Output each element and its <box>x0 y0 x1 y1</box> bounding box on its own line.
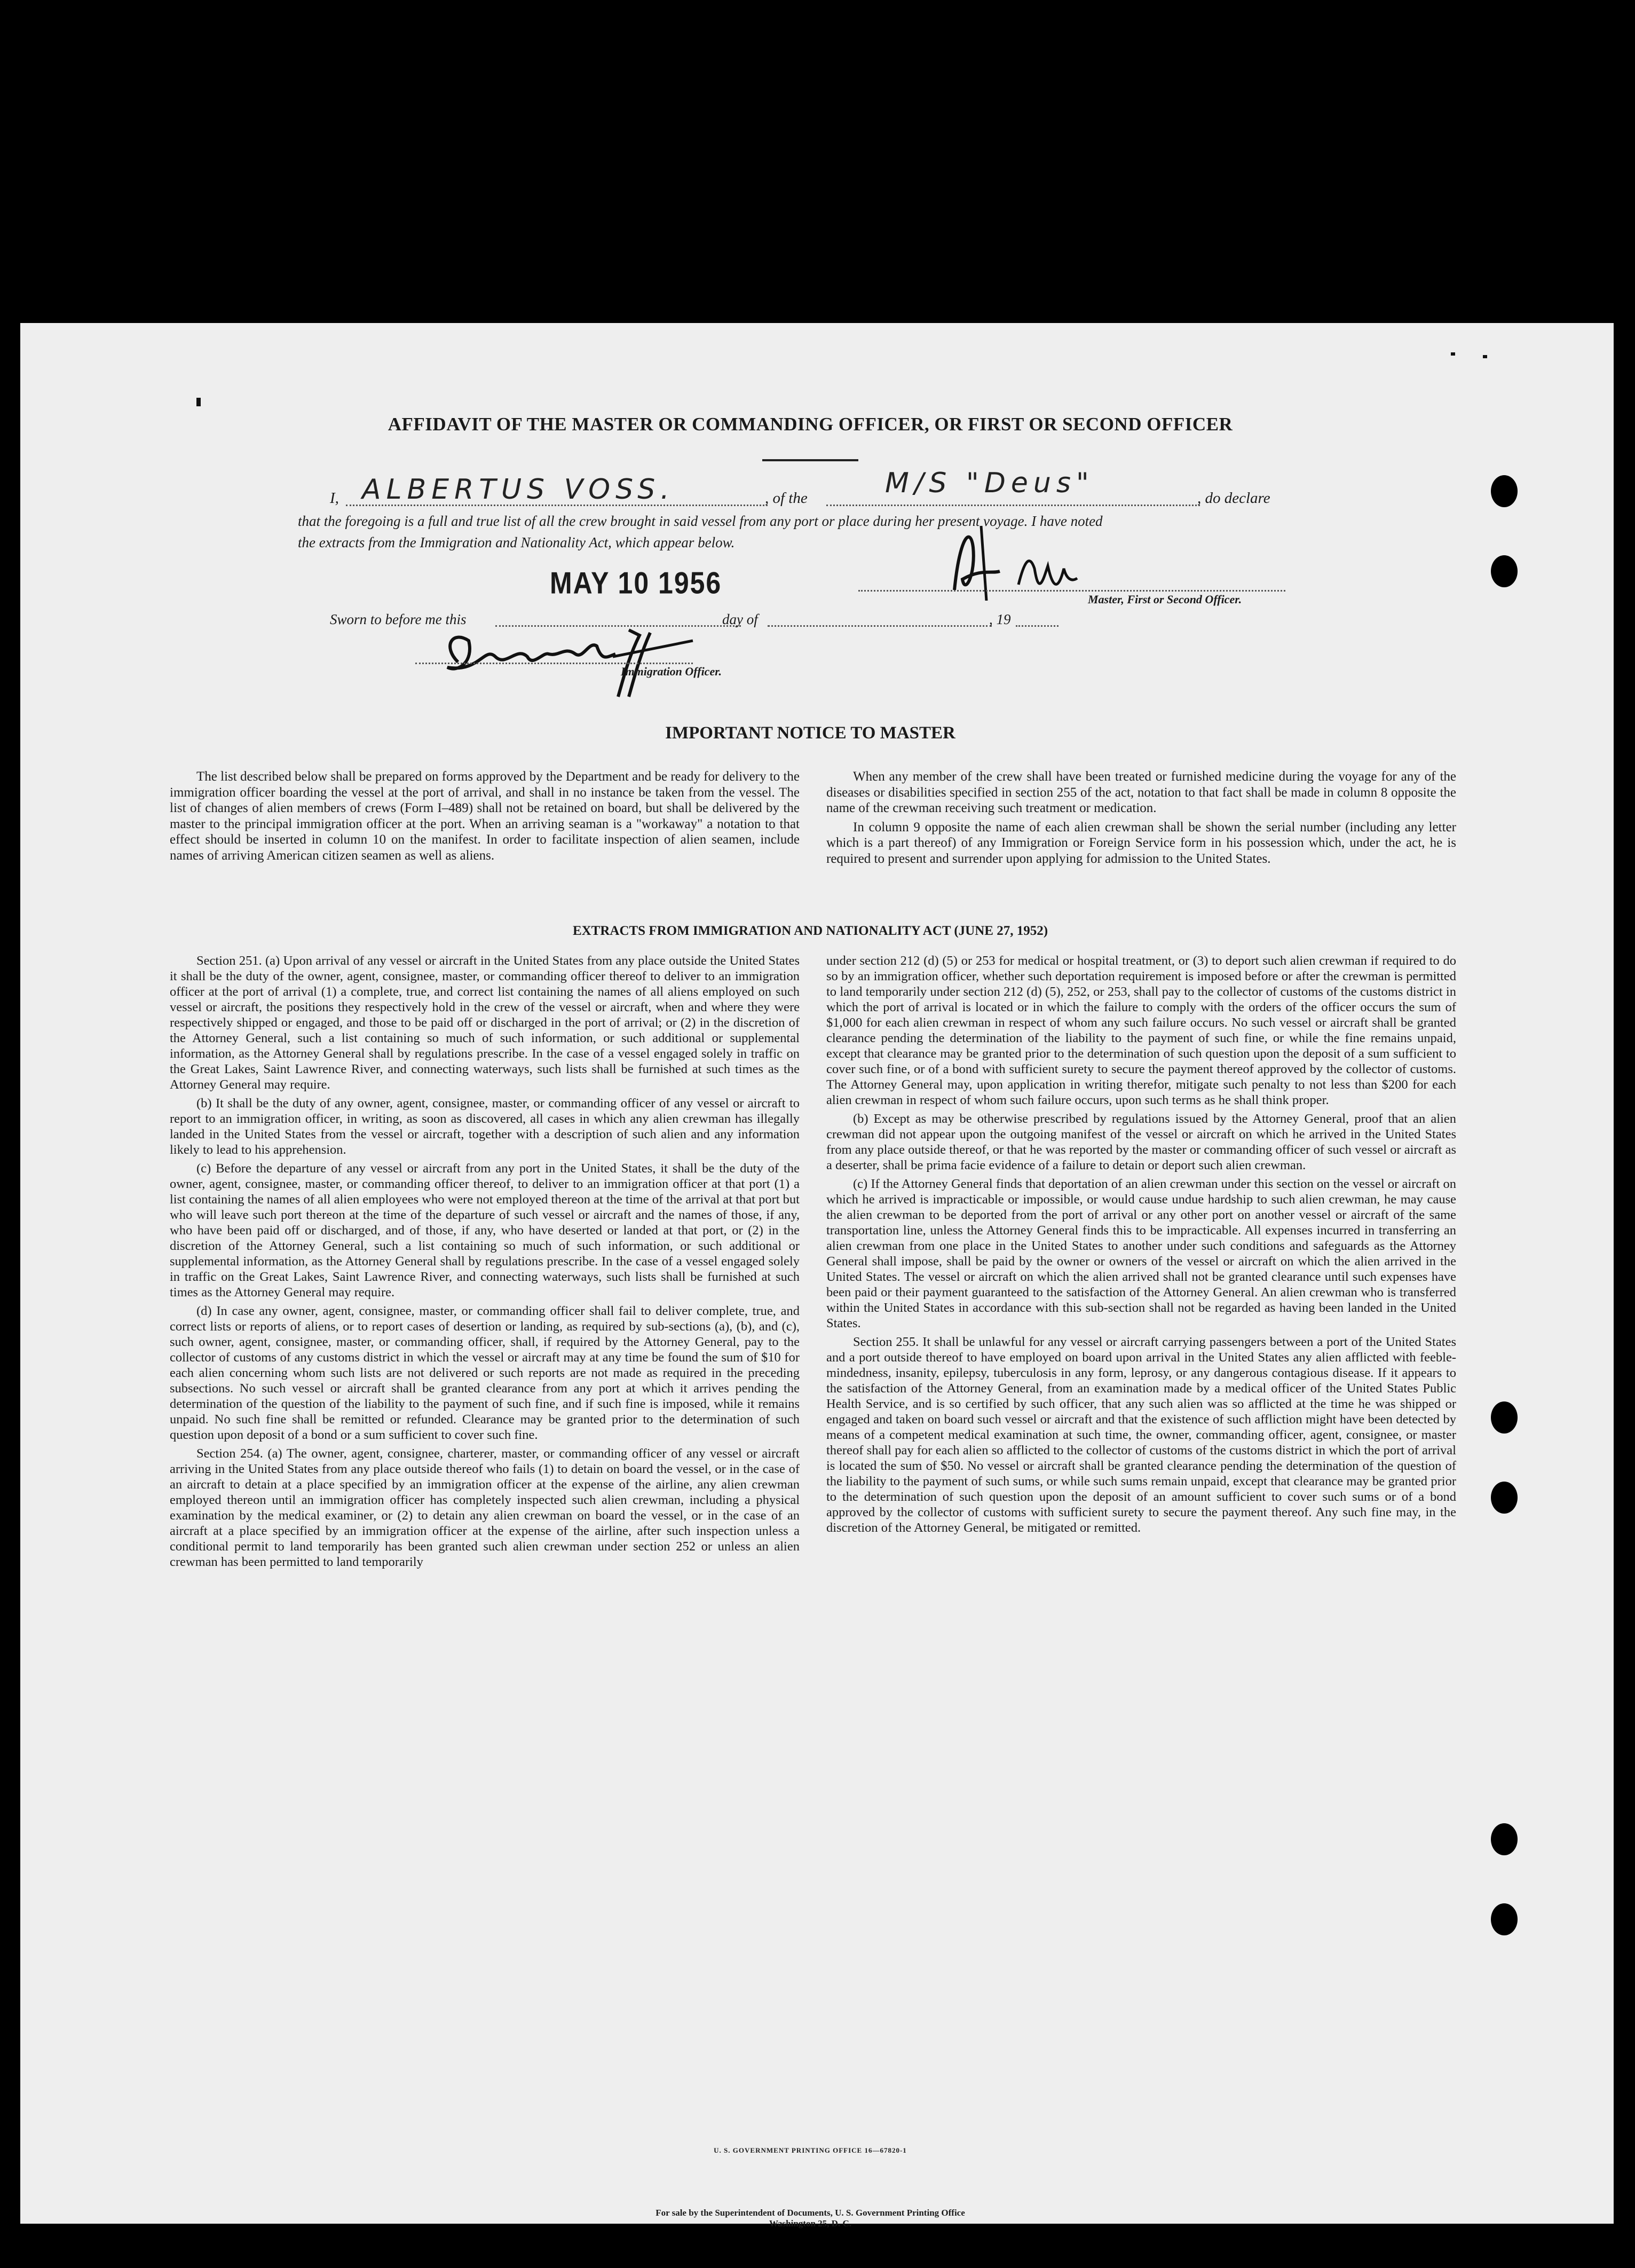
statute-paragraph: Section 254. (a) The owner, agent, consignee, charterer, master, or commanding officer of any vessel or aircraft arriving in the United States from any place outside thereof who fails (1) to detain on board the vessel, or in the case of an aircraft to detain at a place specified by an immigration officer at the expense of the airline, any alien crewman employed thereon until an immigration officer has completely inspected such alien crewman, including a physical examination by the medical examiner, or (2) to detain any alien crewman on board the vessel, or in the case of an aircraft at a place specified by an immigration officer at the expense of the airline, after such inspection unless a conditional permit to land temporarily has been granted such alien crewman under section 252 or unless an alien crewman has been permitted to land temporarily <box>170 1446 800 1569</box>
notice-paragraph: In column 9 opposite the name of each alien crewman shall be shown the serial number (including any letter which is a part thereof) of any Immigration or Foreign Service form in his possession which, under the act, he is required to present and surrender upon applying for admission to the United States. <box>826 820 1456 866</box>
notice-title: IMPORTANT NOTICE TO MASTER <box>665 723 955 743</box>
scan-speck <box>1451 352 1455 356</box>
statute-paragraph: (c) Before the departure of any vessel or aircraft from any port in the United States, it shall be the duty of the owner, agent, consignee, master, or commanding officer thereof, to deliver to an immigration officer at that port (1) a list containing the names of all alien employees who were not employed thereon at the time of the arrival at that port but who will leave such port thereon at the time of the departure of such vessel or aircraft and the names of those, if any, who have been paid off or discharged, and of those, if any, who have deserted or landed at that port, or (2) in the discretion of the Attorney General, such a list containing so much of such information, or such additional or supplemental information, as the Attorney General shall by regulations prescribe. In the case of a vessel engaged solely in traffic on the Great Lakes, Saint Lawrence River, and connecting waterways, such lists shall be furnished at such times as the Attorney General may require. <box>170 1161 800 1300</box>
extracts-right-column <box>826 953 1456 1539</box>
statute-paragraph: (b) Except as may be otherwise prescribed by regulations issued by the Attorney General, proof that an alien crewman did not appear upon the outgoing manifest of the vessel or aircraft on which he arrived in the United States from any place outside thereof, or that he was reported by the master or commanding officer of such vessel or aircraft as a deserter, shall be prima facie evidence of a failure to detain or deport such alien crewman. <box>826 1112 1456 1172</box>
of-the-label: , of the <box>765 490 808 507</box>
day-of-label: day of <box>722 611 758 627</box>
notice-paragraph: When any member of the crew shall have been treated or furnished medicine during the voyage for any of the diseases or disabilities specified in section 255 of the act, notation to that fact shall be made in column 8 opposite the name of the crewman receiving such treatment or medication. <box>826 769 1456 816</box>
master-name-handwritten: ALBERTUS VOSS. <box>362 474 675 506</box>
punch-hole-6 <box>1491 1903 1518 1935</box>
declaration-line-2: the extracts from the Immigration and Nationality Act, which appear below. <box>298 534 735 550</box>
statute-paragraph: (d) In case any owner, agent, consignee, master, or commanding officer shall fail to deliver complete, true, and correct lists or reports of aliens, or to report cases of desertion or landing, as required by sub-sections (a), (b), and (c), such owner, agent, consignee, master, or commanding officer, shall, if required by the Attorney General, pay to the collector of customs of any customs district in which the vessel or aircraft may at any time be found the sum of $10 for each alien concerning whom such lists are not delivered or such reports are not made as required in the preceding subsections. No such vessel or aircraft shall be granted clearance from any port at which it arrives pending the determination of the question of the liability to the payment of such fine, and if such fine is imposed, while it remains unpaid. No such fine shall be remitted or refunded. Clearance may be granted prior to the determination of such question upon deposit of a bond or a sum sufficient to cover such fine. <box>170 1304 800 1442</box>
sale-notice <box>223 2208 1397 2229</box>
master-signature <box>949 515 1088 601</box>
date-stamp: MAY 10 1956 <box>550 565 722 601</box>
punch-hole-4 <box>1491 1482 1518 1514</box>
notice-paragraph: The list described below shall be prepared on forms approved by the Department and be ready for delivery to the immigration officer boarding the vessel at the port of arrival, and shall in no instance be taken from the vessel. The list of changes of alien members of crews (Form I–489) shall not be retained on board, but shall be delivered by the master to the principal immigration officer at the port. When an arriving seaman is a "workaway" a notation to that effect should be inserted in column 10 on the manifest. In order to facilitate inspection of alien seamen, include names of arriving American citizen seamen as well as aliens. <box>170 769 800 863</box>
sworn-month-line <box>768 625 992 627</box>
punch-hole-5 <box>1491 1823 1518 1855</box>
title-rule <box>762 459 858 461</box>
statute-paragraph: under section 212 (d) (5) or 253 for medical or hospital treatment, or (3) to deport such alien crewman if required to do so by an immigration officer, whether such deportation requirement is imposed before or after the crewman is permitted to land temporarily under section 212 (d) (5), 252, or 253, shall pay to the collector of customs of the customs district in which the port of arrival is located or in which the failure to comply with the orders of the officer occurs the sum of $1,000 for each alien crewman in respect of whom any such failure occurs. No such vessel or aircraft shall be granted clearance pending the determination of the liability to the payment of such fine, or while the fine remains unpaid, except that clearance may be granted prior to the determination of such question upon the deposit of a sum sufficient to cover such fine, or of a bond with sufficient surety to secure the payment thereof approved by the collector of customs. The Attorney General may, upon application in writing therefor, mitigate such penalty to not less than $200 for each alien crewman in respect of whom such failure occurs, upon such terms as he shall think proper. <box>826 954 1456 1107</box>
declaration-line-1: that the foregoing is a full and true list of all the crew brought in said vessel from any port or place during her present voyage. I have noted <box>298 513 1103 529</box>
sworn-year-line <box>1016 625 1059 627</box>
immigration-officer-signature <box>437 625 736 699</box>
sale-line-1: For sale by the Superintendent of Documents, U. S. Government Printing Office <box>655 2208 965 2218</box>
extracts-left-column <box>170 953 800 1573</box>
do-declare-label: , do declare <box>1197 490 1270 507</box>
i-label: I, <box>330 490 339 507</box>
statute-paragraph: Section 255. It shall be unlawful for any vessel or aircraft carrying passengers between a port of the United States and a port outside thereof to have employed on board upon arrival in the United States any alien afflicted with feeble-mindedness, insanity, epilepsy, tuberculosis in any form, leprosy, or any dangerous contagious disease. If it appears to the satisfaction of the Attorney General, from an examination made by a medical officer of the United States Public Health Service, and is so certified by such officer, that any such alien was so afflicted at the time he was shipped or engaged and taken on board such vessel or aircraft and that the existence of such affliction might have been detected by means of a competent medical examination at such time, the owner, commanding officer, agent, consignee, or master thereof shall pay for each alien so afflicted to the collector of customs of the customs district in which the port of arrival is located the sum of $50. No vessel or aircraft shall be granted clearance pending the determination of the question of the liability to the payment of such sums, or while such sums remain unpaid, except that clearance may be granted prior to the determination of such question upon the deposit of an amount sufficient to cover such sums or of a bond approved by the collector of customs with sufficient surety to secure the payment thereof. Any such fine may, in the discretion of the Attorney General, be mitigated or remitted. <box>826 1335 1456 1535</box>
extracts-title: EXTRACTS FROM IMMIGRATION AND NATIONALITY ACT (JUNE 27, 1952) <box>572 924 1048 938</box>
vessel-name-line <box>826 505 1200 506</box>
gpo-line: U. S. GOVERNMENT PRINTING OFFICE 16—67820-1 <box>714 2146 907 2154</box>
scan-speck <box>196 398 201 406</box>
sworn-label: Sworn to before me this <box>330 611 467 627</box>
vessel-name-handwritten: M/S "Deus" <box>885 467 1094 499</box>
statute-paragraph: (c) If the Attorney General finds that deportation of an alien crewman under this section on the vessel or aircraft on which he arrived is impracticable or impossible, or would cause undue hardship to such alien crewman, he may cause the alien crewman to be deported from the port of arrival or any other port on another vessel or aircraft of the same transportation line, unless the Attorney General finds this to be impracticable. All expenses incurred in transferring an alien crewman from one place in the United States to another under such conditions and safeguards as the Attorney General shall impose, shall be paid by the owner or owners of the vessel or aircraft on which the alien arrived in the United States. The vessel or aircraft on which the alien arrived shall not be granted clearance until such expenses have been paid or their payment guaranteed to the satisfaction of the Attorney General. An alien crewman who is transferred within the United States in accordance with this sub-section shall not be regarded as having been landed in the United States. <box>826 1177 1456 1330</box>
officer-signature-line <box>415 663 693 664</box>
master-signature-line <box>858 590 1285 592</box>
document-page <box>20 323 1614 2228</box>
year-prefix: , 19 <box>989 611 1011 627</box>
master-caption: Master, First or Second Officer. <box>1088 593 1242 606</box>
notice-left-column <box>170 769 800 867</box>
notice-right-column <box>826 769 1456 870</box>
officer-caption: Immigration Officer. <box>621 665 722 678</box>
punch-hole-2 <box>1491 555 1518 587</box>
statute-paragraph: (b) It shall be the duty of any owner, agent, consignee, master, or commanding officer of any vessel or aircraft to report to an immigration officer, in writing, as soon as discovered, all cases in which any alien crewman has illegally landed in the United States from the vessel or aircraft, together with a description of such alien and any information likely to lead to his apprehension. <box>170 1096 800 1157</box>
affidavit-title: AFFIDAVIT OF THE MASTER OR COMMANDING OFFICER, OR FIRST OR SECOND OFFICER <box>388 414 1233 435</box>
statute-paragraph: Section 251. (a) Upon arrival of any vessel or aircraft in the United States from any place outside the United States it shall be the duty of the owner, agent, consignee, master, or commanding officer thereof to deliver to an immigration officer at the port of arrival (1) a complete, true, and correct list containing the names of all aliens employed on such vessel or aircraft, the positions they respectively hold in the crew of the vessel or aircraft, when and where they were respectively shipped or engaged, and those to be paid off or discharged in the port of arrival; or (2) in the discretion of the Attorney General, such a list containing so much of such information, or such additional or supplemental information, as the Attorney General shall by regulations prescribe. In the case of a vessel engaged solely in traffic on the Great Lakes, Saint Lawrence River, and connecting waterways, such lists shall be furnished at such times as the Attorney General may require. <box>170 954 800 1092</box>
punch-hole-3 <box>1491 1401 1518 1434</box>
sale-line-2: Washington 25, D. C. <box>769 2218 851 2228</box>
punch-hole-1 <box>1491 475 1518 507</box>
scan-speck <box>1483 355 1487 358</box>
